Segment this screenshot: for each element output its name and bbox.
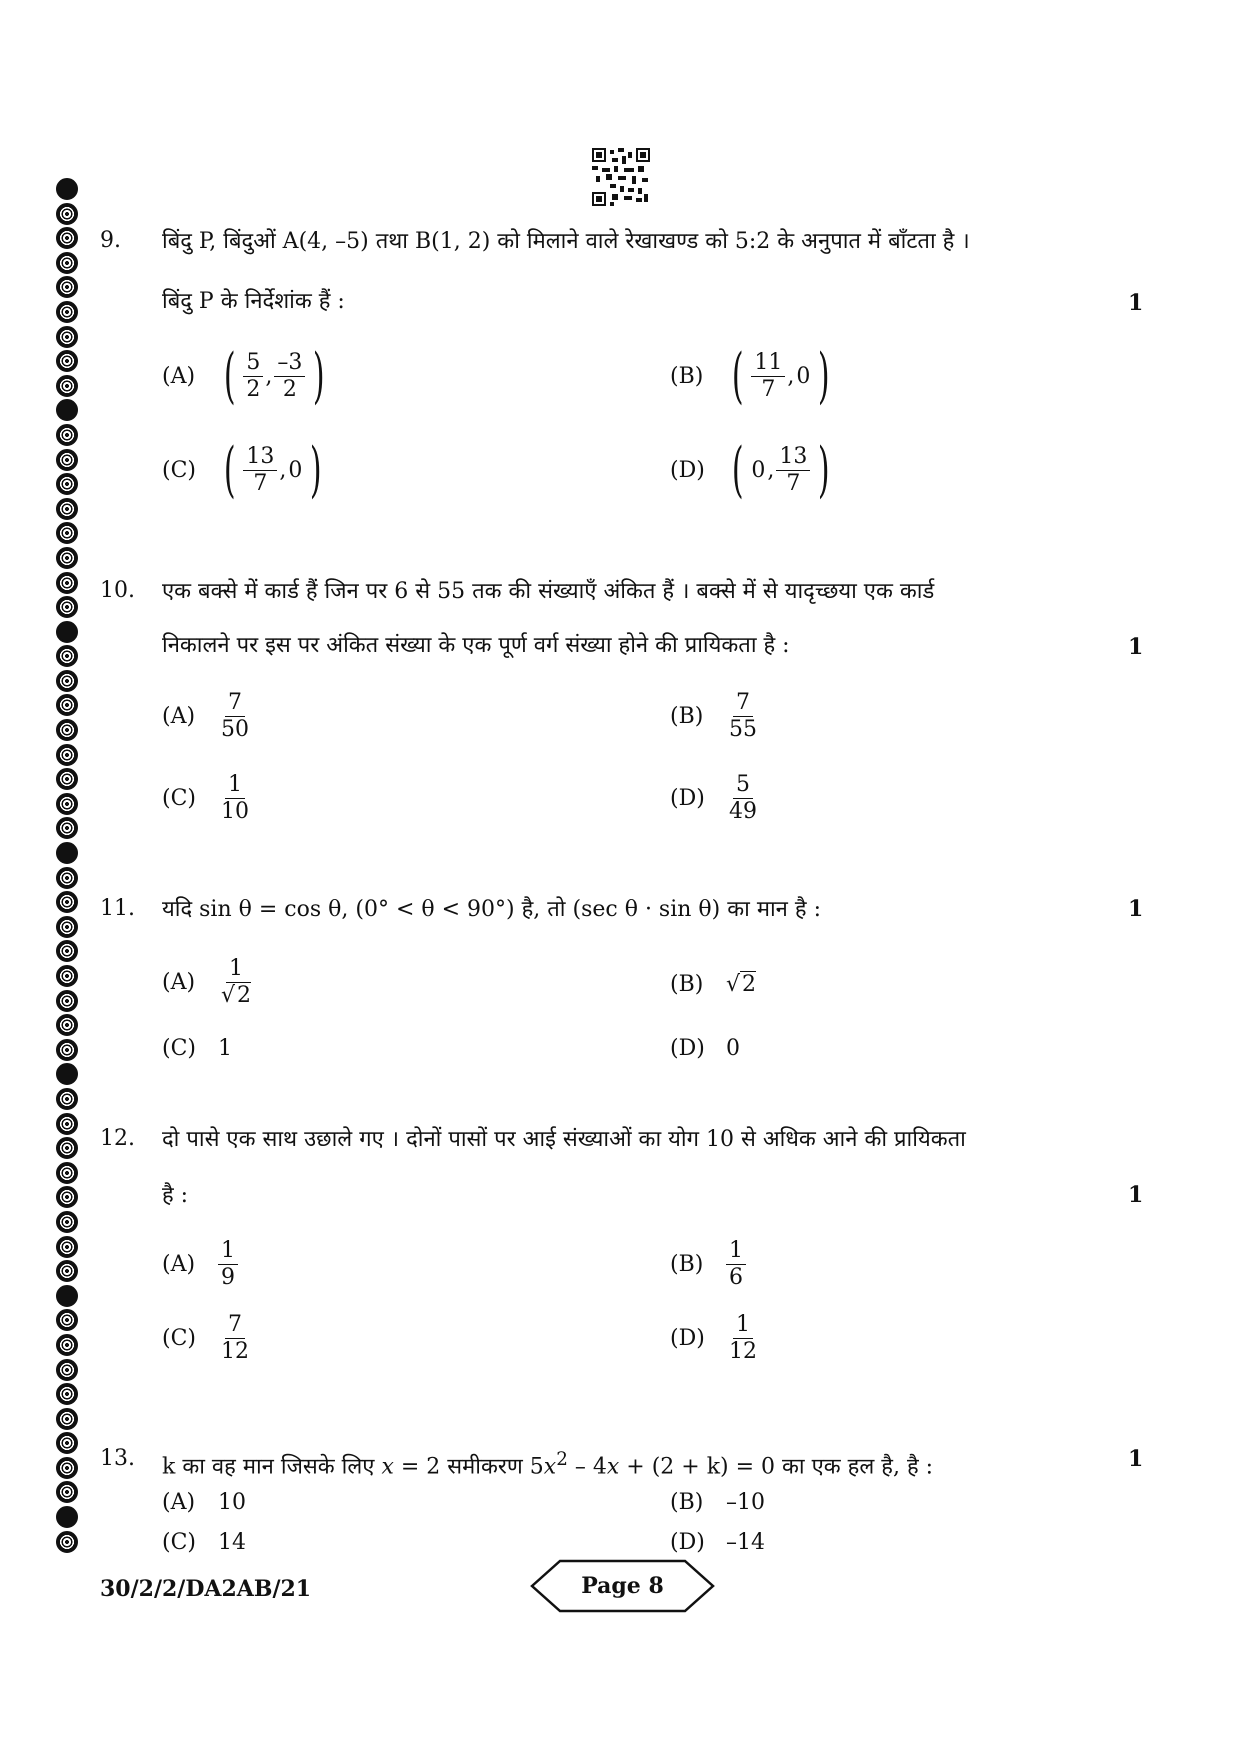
- option-label: (B): [670, 1490, 704, 1515]
- fraction: $\frac{11}{7}$: [751, 350, 785, 403]
- margin-ring: [56, 276, 78, 298]
- option-c: [162, 1530, 246, 1555]
- margin-ring: [56, 965, 78, 987]
- option-a: [162, 1490, 246, 1515]
- coordinate-pair: ( $\frac{11}{7}$ , 0 ): [731, 341, 830, 411]
- margin-ring: [56, 842, 78, 864]
- margin-ring: [56, 522, 78, 544]
- option-label: (C): [162, 457, 196, 483]
- margin-ring: [56, 326, 78, 348]
- option-d: [670, 435, 836, 505]
- margin-ring: [56, 940, 78, 962]
- question-text-line: यदि sin θ = cos θ, (0° < θ < 90°) है, तो (sec θ · sin θ) का मान है :: [162, 897, 821, 922]
- square-root: √2: [726, 972, 757, 997]
- fraction: $\frac{13}{7}$: [243, 444, 277, 497]
- option-b: [670, 341, 836, 411]
- option-d: [670, 1530, 765, 1555]
- margin-ring: [56, 1113, 78, 1135]
- fraction: $\frac{1}{9}$: [218, 1238, 238, 1291]
- option-label: (C): [162, 1530, 196, 1555]
- margin-ring: [56, 1457, 78, 1479]
- fraction: $\frac{5}{2}$: [243, 350, 263, 403]
- margin-ring: [56, 1186, 78, 1208]
- question-text-line: है :: [162, 1183, 189, 1208]
- question-number: 13.: [100, 1446, 135, 1471]
- coordinate-pair: ( $\frac{5}{2}$ , $\frac{-3}{2}$ ): [223, 341, 325, 411]
- margin-ring: [56, 916, 78, 938]
- margin-ring: [56, 1039, 78, 1061]
- option-label: (B): [670, 972, 704, 997]
- marks: 1: [1128, 1182, 1144, 1208]
- margin-ring: [56, 1285, 78, 1307]
- margin-ring: [56, 1088, 78, 1110]
- margin-ring: [56, 1309, 78, 1331]
- margin-ring: [56, 1383, 78, 1405]
- margin-ring: [56, 1211, 78, 1233]
- margin-ring: [56, 399, 78, 421]
- margin-ring: [56, 498, 78, 520]
- marks: 1: [1128, 290, 1144, 316]
- option-label: (D): [670, 1326, 705, 1351]
- option-label: (A): [162, 704, 196, 729]
- option-value: –14: [726, 1530, 765, 1555]
- margin-ring: [56, 301, 78, 323]
- option-label: (A): [162, 1252, 196, 1277]
- margin-ring: [56, 1408, 78, 1430]
- fraction: $\frac{7}{50}$: [221, 690, 249, 742]
- margin-ring: [56, 252, 78, 274]
- option-c: [162, 1312, 252, 1365]
- option-value: 0: [726, 1036, 740, 1061]
- margin-ring: [56, 449, 78, 471]
- option-label: (B): [670, 363, 704, 389]
- margin-ring: [56, 1137, 78, 1159]
- option-label: (D): [670, 457, 705, 483]
- fraction: $\frac{7}{55}$: [729, 690, 757, 742]
- fraction: $\frac{1}{6}$: [726, 1238, 746, 1291]
- question-text-line: दो पासे एक साथ उछाले गए । दोनों पासों पर आई संख्याओं का योग 10 से अधिक आने की प्रायिकता: [162, 1127, 966, 1152]
- question-text-line: बिंदु P के निर्देशांक हैं :: [162, 289, 345, 314]
- margin-ring: [56, 375, 78, 397]
- margin-ring: [56, 744, 78, 766]
- option-a: [162, 341, 331, 411]
- option-label: (A): [162, 1490, 196, 1515]
- question-number: 12.: [100, 1126, 135, 1151]
- marks: 1: [1128, 1446, 1144, 1472]
- margin-ring: [56, 645, 78, 667]
- option-value: 10: [218, 1490, 246, 1515]
- page-number: Page 8: [581, 1573, 664, 1599]
- margin-ring: [56, 227, 78, 249]
- margin-ring: [56, 1334, 78, 1356]
- margin-ring: [56, 1260, 78, 1282]
- option-d: [670, 1036, 740, 1061]
- margin-ring: [56, 867, 78, 889]
- margin-ring: [56, 547, 78, 569]
- margin-ring: [56, 793, 78, 815]
- margin-ring: [56, 694, 78, 716]
- option-a: [162, 956, 254, 1009]
- option-value: 1: [218, 1036, 232, 1061]
- option-b: [670, 690, 760, 743]
- option-label: (C): [162, 786, 196, 811]
- fraction: $\frac{7}{12}$: [221, 1312, 249, 1364]
- margin-ring: [56, 473, 78, 495]
- option-c: [162, 435, 328, 505]
- margin-ring: [56, 817, 78, 839]
- option-label: (B): [670, 704, 704, 729]
- option-label: (C): [162, 1036, 196, 1061]
- option-a: [162, 690, 252, 743]
- question-number: 11.: [100, 896, 135, 921]
- coordinate-pair: ( 0 , $\frac{13}{7}$ ): [731, 435, 830, 505]
- margin-ring: [56, 350, 78, 372]
- marks: 1: [1128, 896, 1144, 922]
- question-text-line: बिंदु P, बिंदुओं A(4, –5) तथा B(1, 2) को मिलाने वाले रेखाखण्ड को 5:2 के अनुपात में बाँटता है ।: [162, 229, 970, 254]
- margin-ring: [56, 1481, 78, 1503]
- margin-ring: [56, 1014, 78, 1036]
- margin-ring: [56, 1063, 78, 1085]
- margin-ring-column: [56, 178, 90, 1555]
- option-c: [162, 772, 252, 825]
- option-label: (D): [670, 786, 705, 811]
- question-text-line: k का वह मान जिसके लिए x = 2 समीकरण $5x^2 - 4x + (2 + k) = 0$ का एक हल है, है :: [162, 1449, 934, 1480]
- option-b: [670, 1490, 765, 1515]
- option-d: [670, 1312, 760, 1365]
- option-b: [670, 1238, 746, 1291]
- fraction: $\frac{1}{12}$: [729, 1312, 757, 1364]
- question-number: 9.: [100, 228, 121, 253]
- margin-ring: [56, 1506, 78, 1528]
- option-value: 14: [218, 1530, 246, 1555]
- margin-ring: [56, 203, 78, 225]
- coordinate-pair: ( $\frac{13}{7}$ , 0 ): [223, 435, 322, 505]
- margin-ring: [56, 891, 78, 913]
- fraction: $\frac{1}{10}$: [221, 772, 249, 824]
- margin-ring: [56, 1531, 78, 1553]
- margin-ring: [56, 572, 78, 594]
- fraction: $\frac{13}{7}$: [776, 444, 810, 497]
- option-a: [162, 1238, 238, 1291]
- fraction: $\frac{1}{√2}$: [221, 956, 252, 1008]
- paper-code: 30/2/2/DA2AB/21: [100, 1576, 312, 1602]
- question-text-line: एक बक्से में कार्ड हैं जिन पर 6 से 55 तक की संख्याएँ अंकित हैं । बक्से में से यादृच्छया एक कार्ड: [162, 579, 935, 604]
- margin-ring: [56, 1432, 78, 1454]
- option-label: (A): [162, 970, 196, 995]
- fraction: $\frac{5}{49}$: [729, 772, 757, 824]
- margin-ring: [56, 1162, 78, 1184]
- option-c: [162, 1036, 232, 1061]
- question-text-line: निकालने पर इस पर अंकित संख्या के एक पूर्ण वर्ग संख्या होने की प्रायिकता है :: [162, 633, 790, 658]
- margin-ring: [56, 1359, 78, 1381]
- margin-ring: [56, 768, 78, 790]
- margin-ring: [56, 990, 78, 1012]
- margin-ring: [56, 596, 78, 618]
- option-label: (C): [162, 1326, 196, 1351]
- margin-ring: [56, 178, 78, 200]
- marks: 1: [1128, 634, 1144, 660]
- margin-ring: [56, 424, 78, 446]
- option-label: (A): [162, 363, 196, 389]
- question-number: 10.: [100, 578, 135, 603]
- option-label: (B): [670, 1252, 704, 1277]
- option-value: –10: [726, 1490, 765, 1515]
- option-label: (D): [670, 1530, 705, 1555]
- margin-ring: [56, 670, 78, 692]
- margin-ring: [56, 1236, 78, 1258]
- margin-ring: [56, 719, 78, 741]
- margin-ring: [56, 621, 78, 643]
- option-d: [670, 772, 760, 825]
- option-b: [670, 972, 756, 997]
- option-label: (D): [670, 1036, 705, 1061]
- fraction: $\frac{-3}{2}$: [274, 350, 305, 403]
- qr-code: [592, 148, 650, 206]
